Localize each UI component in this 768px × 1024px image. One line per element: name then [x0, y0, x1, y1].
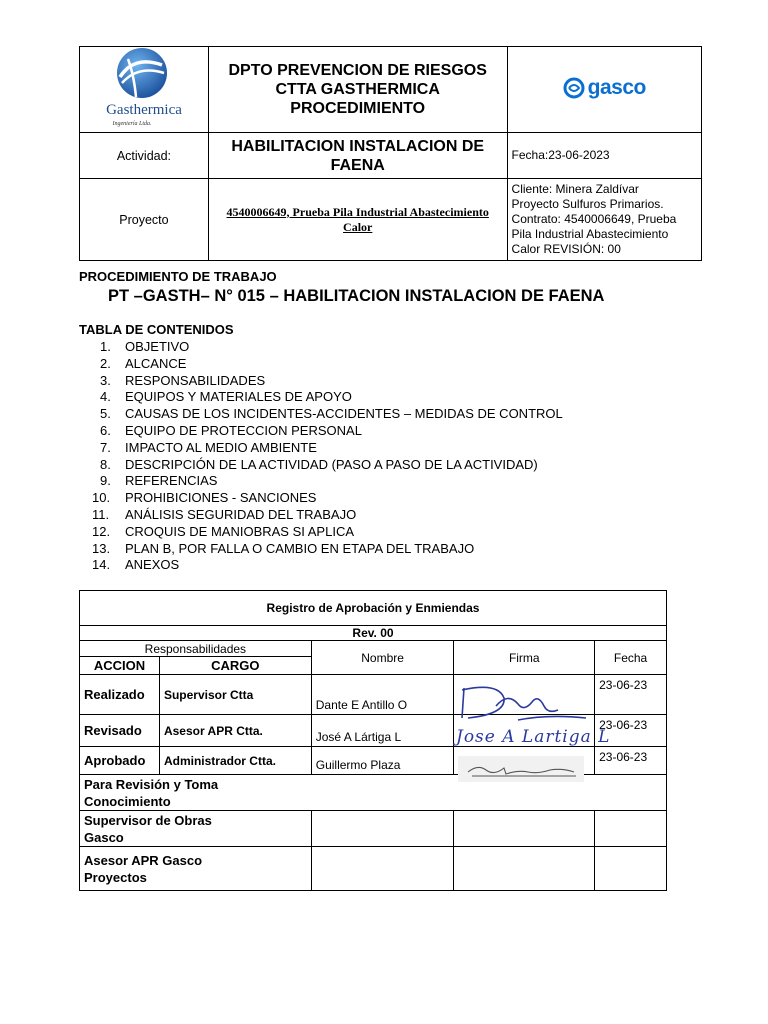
actividad-label: Actividad:: [80, 133, 209, 179]
fecha-value: Fecha:23-06-2023: [507, 133, 701, 179]
gasthermica-logo: [80, 47, 209, 133]
accion-header: ACCION: [80, 657, 160, 675]
empty-cell: [311, 811, 454, 847]
fecha-cell: 23-06-23: [595, 675, 667, 715]
supervisor-obras-label: Supervisor de Obras Gasco: [80, 811, 312, 847]
fecha-cell: 23-06-23: [595, 747, 667, 775]
signature-realizado: [458, 684, 590, 724]
revision-label: Rev. 00: [80, 626, 667, 641]
toc-item: 11. ANÁLISIS SEGURIDAD DEL TRABAJO: [92, 506, 357, 522]
empty-cell: [454, 847, 595, 891]
accion-cell: Aprobado: [80, 747, 160, 775]
actividad-value: HABILITACION INSTALACION DE FAENA: [208, 133, 507, 179]
toc-item: 4. EQUIPOS Y MATERIALES DE APOYO: [100, 389, 352, 405]
cliente-info: Cliente: Minera Zaldívar Proyecto Sulfuros Primarios. Contrato: 4540006649, Prueba Pila Industrial Abastecimiento Calor REVISIÓN: 00: [507, 179, 701, 261]
svg-text:Gasthermica: Gasthermica: [106, 102, 182, 118]
nombre-cell: José A Lártiga L: [311, 715, 454, 747]
cargo-cell: Supervisor Ctta: [159, 675, 311, 715]
nombre-cell: Guillermo Plaza: [311, 747, 454, 775]
signature-aprobado: [458, 756, 584, 782]
toc-item: 1. OBJETIVO: [100, 339, 190, 354]
toc-item: 13. PLAN B, POR FALLA O CAMBIO EN ETAPA DEL TRABAJO: [92, 540, 475, 556]
nombre-header: Nombre: [311, 641, 454, 675]
cargo-cell: Administrador Ctta.: [159, 747, 311, 775]
asesor-apr-gasco-label: Asesor APR Gasco Proyectos: [80, 847, 312, 891]
nombre-cell: Dante E Antillo O: [311, 675, 454, 715]
header-table: [79, 46, 702, 261]
toc-item: 5. CAUSAS DE LOS INCIDENTES-ACCIDENTES – MEDIDAS DE CONTROL: [100, 406, 563, 422]
firma-header: Firma: [454, 641, 595, 675]
toc-item: 10. PROHIBICIONES - SANCIONES: [92, 490, 317, 506]
accion-cell: Revisado: [80, 715, 160, 747]
accion-cell: Realizado: [80, 675, 160, 715]
document-title: PT –GASTH– N° 015 – HABILITACION INSTALACION DE FAENA: [108, 287, 605, 305]
gasthermica-logo-icon: [84, 47, 204, 127]
fecha-cell: 23-06-23: [595, 715, 667, 747]
empty-cell: [595, 847, 667, 891]
fecha-header: Fecha: [595, 641, 667, 675]
toc-item: 3. RESPONSABILIDADES: [100, 372, 266, 388]
svg-text:Ingeniería Ltda.: Ingeniería Ltda.: [112, 121, 152, 127]
department-title: DPTO PREVENCION DE RIESGOS CTTA GASTHERMICA PROCEDIMIENTO: [208, 47, 507, 133]
approval-title: Registro de Aprobación y Enmiendas: [80, 591, 667, 626]
toc-item: 12. CROQUIS DE MANIOBRAS SI APLICA: [92, 523, 354, 539]
empty-cell: [454, 811, 595, 847]
gasco-logo-icon: [563, 77, 585, 99]
toc-heading: TABLA DE CONTENIDOS: [79, 322, 234, 337]
toc-item: 2. ALCANCE: [100, 355, 187, 371]
signature-revisado: Jose A Lartiga L: [456, 727, 611, 747]
toc-item: 7. IMPACTO AL MEDIO AMBIENTE: [100, 439, 317, 455]
toc-item: 6. EQUIPO DE PROTECCION PERSONAL: [100, 422, 362, 438]
responsabilidades-header: Responsabilidades: [80, 641, 312, 657]
revision-conocimiento-label: Para Revisión y Toma Conocimiento: [80, 775, 667, 811]
empty-cell: [311, 847, 454, 891]
proyecto-value: 4540006649, Prueba Pila Industrial Abastecimiento Calor: [208, 179, 507, 261]
empty-cell: [595, 811, 667, 847]
cargo-header: CARGO: [159, 657, 311, 675]
toc-list: [92, 339, 563, 574]
toc-item: 8. DESCRIPCIÓN DE LA ACTIVIDAD (PASO A PASO DE LA ACTIVIDAD): [100, 456, 538, 472]
toc-item: 14. ANEXOS: [92, 557, 180, 573]
section-label: PROCEDIMIENTO DE TRABAJO: [79, 269, 277, 284]
proyecto-label: Proyecto: [80, 179, 209, 261]
gasco-logo: gasco: [507, 47, 701, 133]
toc-item: 9. REFERENCIAS: [100, 473, 218, 489]
cargo-cell: Asesor APR Ctta.: [159, 715, 311, 747]
